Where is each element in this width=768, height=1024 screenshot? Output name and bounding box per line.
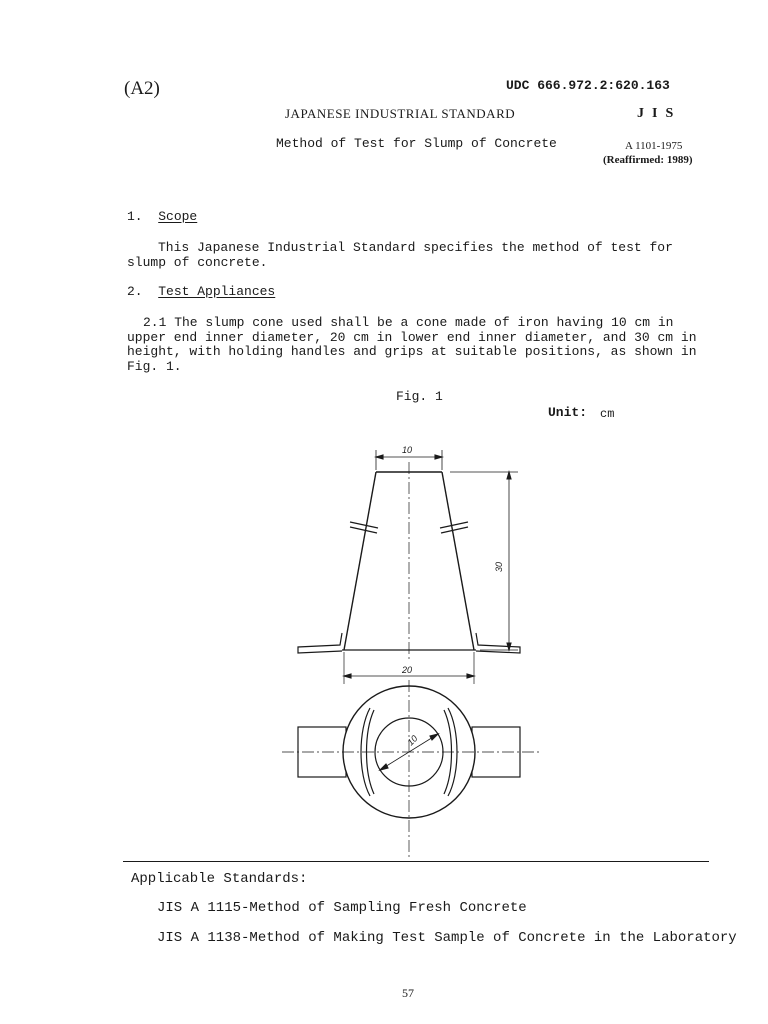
figure-caption: Fig. 1 [396, 389, 443, 404]
dimension-bottom-diameter: 20 [402, 665, 413, 675]
reference-item: JIS A 1138-Method of Making Test Sample of Concrete in the Laboratory [157, 930, 737, 946]
reference-item: JIS A 1115-Method of Sampling Fresh Concrete [157, 900, 527, 916]
section-1-body: This Japanese Industrial Standard specifies the method of test for slump of concrete. [127, 240, 673, 270]
standard-number: A 1101-1975 [625, 140, 683, 152]
unit-label: Unit: [548, 405, 588, 420]
unit-value: cm [600, 407, 615, 421]
applicable-standards-heading: Applicable Standards: [131, 871, 308, 887]
page-number: 57 [402, 986, 414, 1000]
section-2-title: Test Appliances [158, 284, 276, 299]
jis-mark: JIS [637, 106, 682, 121]
document-title: Method of Test for Slump of Concrete [276, 136, 557, 151]
section-1-heading [127, 209, 197, 224]
dimension-height: 30 [494, 561, 504, 572]
section-2-heading [127, 284, 275, 299]
footer-rule [123, 861, 709, 862]
slump-cone-drawing [280, 440, 550, 870]
section-2-number: 2. [127, 284, 143, 299]
udc-number: UDC 666.972.2:620.163 [506, 78, 670, 93]
reaffirmed-note: (Reaffirmed: 1989) [603, 154, 693, 166]
section-1-title: Scope [158, 209, 198, 224]
section-2-1-body: 2.1 The slump cone used shall be a cone made of iron having 10 cm in upper end inner diameter, 20 cm in lower end inner diameter, and 30 cm in height, with holding handles and grips at suitable positions, as shown in Fig. 1. [127, 315, 697, 374]
dimension-top-diameter: 10 [402, 445, 413, 455]
dimension-plan-diameter: 10 [405, 733, 420, 748]
section-1-number: 1. [127, 209, 143, 224]
page-code: (A2) [124, 78, 160, 99]
standard-title: JAPANESE INDUSTRIAL STANDARD [285, 106, 516, 121]
